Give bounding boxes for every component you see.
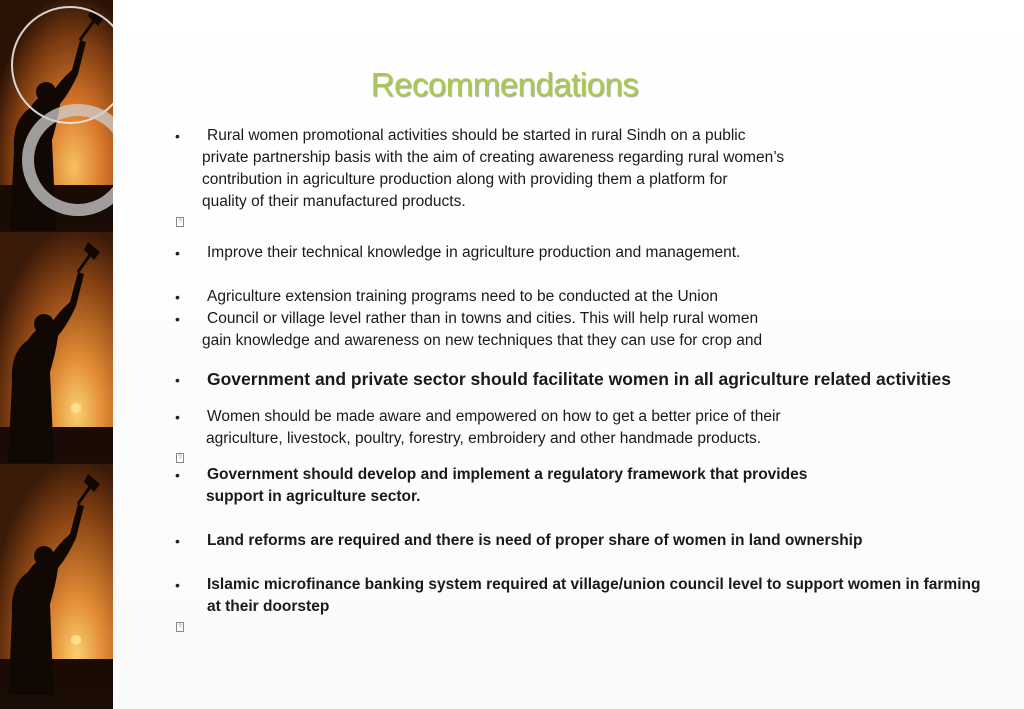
item-3-line-1: Agriculture extension training programs need to be conducted at the Union (207, 288, 718, 305)
bullet-marker: • (175, 372, 180, 388)
missing-glyph-icon: ? (176, 217, 184, 227)
missing-glyph-icon: ? (176, 453, 184, 463)
item-6-line-1: Government should develop and implement a regulatory framework that provides (207, 466, 808, 483)
bullet-marker: • (175, 128, 180, 144)
item-7-line-1: Land reforms are required and there is need of proper share of women in land ownership (207, 532, 863, 549)
bullet-marker: • (175, 577, 180, 593)
sidebar-image-strip (0, 0, 113, 709)
bullet-marker: • (175, 467, 180, 483)
sunset-farmer-image-3 (0, 464, 113, 695)
bullet-marker: • (175, 289, 180, 305)
item-3-line-2: Council or village level rather than in towns and cities. This will help rural women (207, 310, 759, 327)
item-5-line-1: Women should be made aware and empowered on how to get a better price of their (207, 408, 781, 425)
item-3-line-3: gain knowledge and awareness on new techniques that they can use for crop and (202, 332, 763, 349)
bullet-marker: • (175, 311, 180, 327)
item-2-line-1: Improve their technical knowledge in agriculture production and management. (207, 244, 741, 261)
sunset-farmer-image-1 (0, 0, 113, 231)
item-8-line-1: Islamic microfinance banking system required at village/union council level to support women in farming (207, 576, 981, 593)
item-4-line-1: Government and private sector should facilitate women in all agriculture related activities (207, 369, 951, 389)
item-8-line-2: at their doorstep (207, 598, 330, 615)
bullet-marker: • (175, 533, 180, 549)
item-1-line-4: quality of their manufactured products. (202, 193, 466, 210)
bullet-marker: • (175, 409, 180, 425)
item-6-line-2: support in agriculture sector. (206, 488, 421, 505)
item-1-line-1: Rural women promotional activities should be started in rural Sindh on a public (207, 127, 746, 144)
bullet-marker: • (175, 245, 180, 261)
item-1-line-2: private partnership basis with the aim of creating awareness regarding rural women’s (202, 149, 785, 166)
item-5-line-2: agriculture, livestock, poultry, forestry, embroidery and other handmade products. (206, 430, 762, 447)
item-1-line-3: contribution in agriculture production along with providing them a platform for (202, 171, 728, 188)
sunset-farmer-image-2 (0, 232, 113, 463)
missing-glyph-icon: ? (176, 622, 184, 632)
slide-title: Recommendations (370, 66, 639, 103)
